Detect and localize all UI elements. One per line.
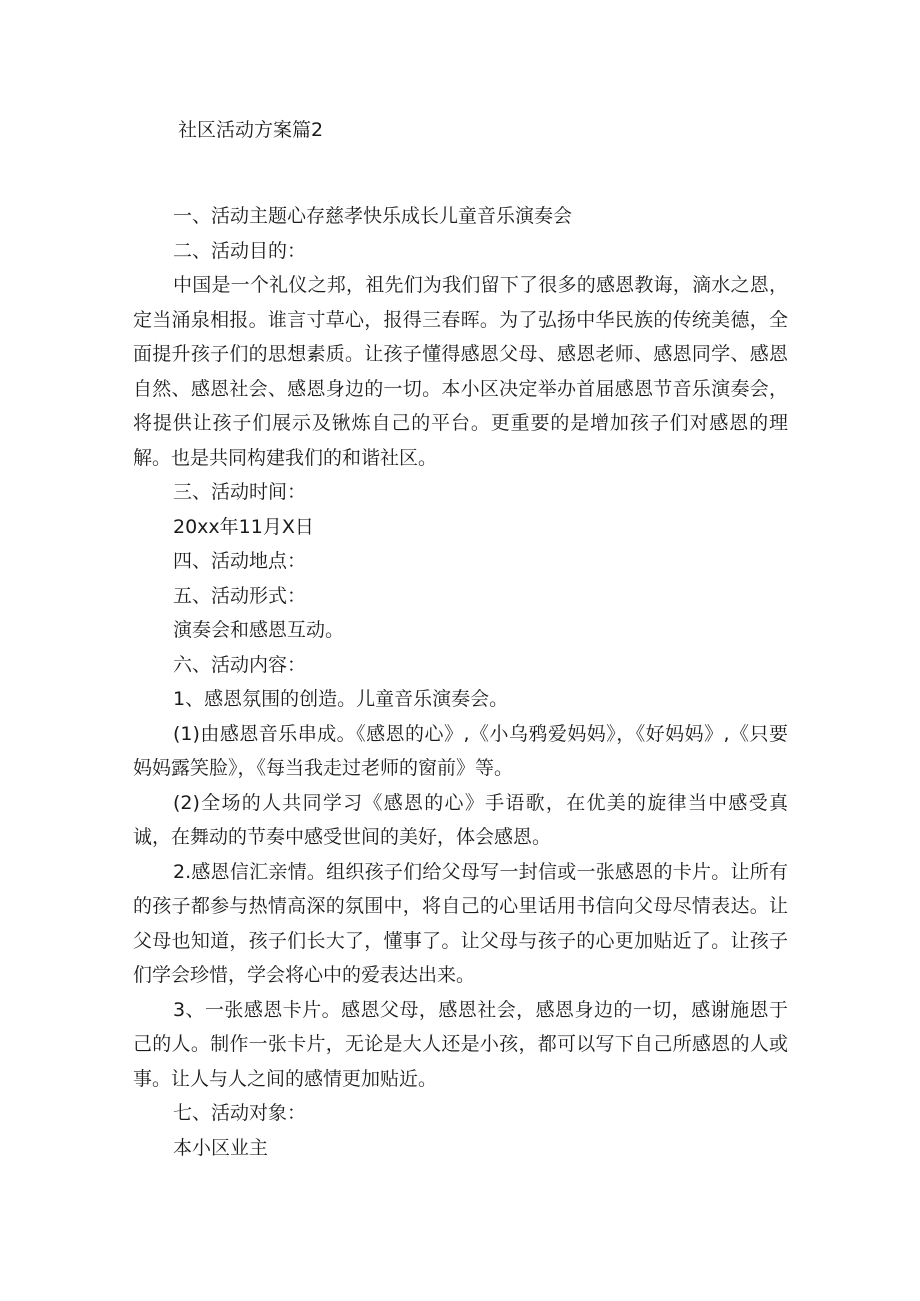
heading-format: 五、活动形式：	[173, 584, 307, 607]
heading-audience: 七、活动对象：	[173, 1102, 307, 1124]
heading-location: 四、活动地点：	[173, 550, 307, 572]
heading-time: 三、活动时间：	[173, 481, 307, 503]
document-title: 社区活动方案篇2	[178, 119, 324, 141]
heading-purpose: 二、活动目的：	[173, 239, 307, 262]
content-item-3: 3、一张感恩卡片。感恩父母，感恩社会，感恩身边的一切，感谢施恩于己的人。制作一张卡片，无论是大人还是小孩，都可以写下自己所感恩的人或事。让人与人之间的感情更加贴近。	[133, 998, 788, 1090]
paragraph-audience: 本小区业主	[173, 1136, 269, 1159]
event-date: 20xx年11月X日	[173, 515, 314, 538]
content-item-2: 2.感恩信汇亲情。组织孩子们给父母写一封信或一张感恩的卡片。让所有的孩子都参与热情高深的氛围中，将自己的心里话用书信向父母尽情表达。让父母也知道，孩子们长大了，懂事了。让父母与孩子的心更加贴近了。让孩子们学会珍惜，学会将心中的爱表达出来。	[133, 860, 788, 986]
paragraph-purpose: 中国是一个礼仪之邦，祖先们为我们留下了很多的感恩教诲，滴水之恩，定当涌泉相报。谁言寸草心，报得三春晖。为了弘扬中华民族的传统美德，全面提升孩子们的思想素质。让孩子懂得感恩父母、感恩老师、感恩同学、感恩自然、感恩社会、感恩身边的一切。本小区决定举办首届感恩节音乐演奏会，将提供让孩子们展示及锹炼自己的平台。更重要的是增加孩子们对感恩的理解。也是共同构建我们的和谐社区。	[133, 274, 788, 469]
content-item-1: 1、感恩氛围的创造。儿童音乐演奏会。	[173, 688, 509, 710]
paragraph-format: 演奏会和感恩互动。	[173, 619, 345, 641]
heading-theme: 一、活动主题心存慈孝快乐成长儿童音乐演奏会	[173, 205, 573, 227]
heading-content: 六、活动内容：	[173, 653, 307, 676]
content-item-1-1: (1)由感恩音乐串成。《感恩的心》,《小乌鸦爱妈妈》，《好妈妈》,《只要妈妈露笑脸》，《每当我走过老师的窗前》等。	[133, 722, 788, 779]
content-item-1-2: (2)全场的人共同学习《感恩的心》手语歌，在优美的旋律当中感受真诚，在舞动的节奏中感受世间的美好，体会感恩。	[133, 791, 788, 848]
document-body	[133, 199, 788, 1165]
